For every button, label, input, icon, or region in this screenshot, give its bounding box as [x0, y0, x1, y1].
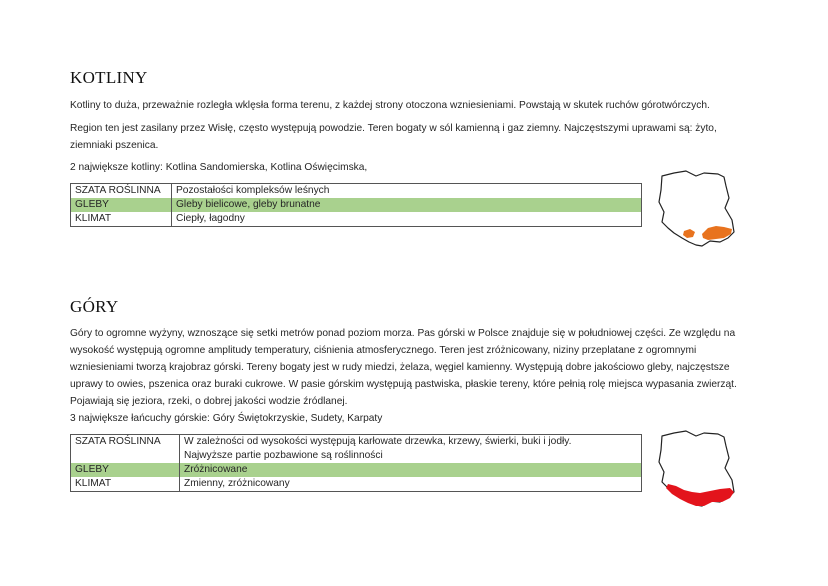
table-row — [71, 212, 642, 227]
kotliny-info-table — [70, 183, 642, 227]
row-label: KLIMAT — [71, 212, 172, 227]
row-value: Zmienny, zróżnicowany — [180, 477, 642, 492]
row-label: GLEBY — [71, 198, 172, 212]
gory-paragraph-1: Góry to ogromne wyżyny, wznoszące się setki metrów ponad poziom morza. Pas górski w Polsce znajduje się w południowej części. Ze względu na wysokość występują ogromne amplitudy temperatury, ciśnienia atmosferycznego. Teren jest zróżnicowany, niziny przeplatane z ogromnymi wzniesieniami tworzą krajobraz górski. Tereny bogaty jest w rudy miedzi, żelaza, węgiel kamienny. Występują dobre jakościowo gleby, najczęstsze uprawy to owies, pszenica oraz buraki cukrowe. W pasie górskim występują pastwiska, płaskie tereny, które pełnią rolę miejsca wypasania zwierząt. Pojawiają się jeziora, rzeki, o dobrej jakości wodzie źródlanej. — [70, 328, 737, 407]
row-label: SZATA ROŚLINNA — [71, 184, 172, 199]
kotliny-paragraph-2: Region ten jest zasilany przez Wisłę, często występują powodzie. Teren bogaty w sól kamienną i gaz ziemny. Najczęstszymi uprawami są: żyto, ziemniaki pszenica. — [70, 123, 717, 151]
row-value: Zróżnicowane — [180, 463, 642, 477]
poland-map-gory — [652, 428, 742, 512]
row-value: Ciepły, łagodny — [172, 212, 642, 227]
table-row — [71, 477, 642, 492]
gory-info-table — [70, 434, 642, 492]
row-label: KLIMAT — [71, 477, 180, 492]
section-title-gory: GÓRY — [70, 297, 119, 316]
kotliny-paragraph-3: 2 największe kotliny: Kotlina Sandomierska, Kotlina Oświęcimska, — [70, 162, 368, 173]
row-label: GLEBY — [71, 463, 180, 477]
row-label: SZATA ROŚLINNA — [71, 435, 180, 464]
table-row — [71, 184, 642, 199]
row-value: W zależności od wysokości występują karłowate drzewka, krzewy, świerki, buki i jodły. Najwyższe partie pozbawione są roślinności — [180, 435, 642, 464]
kotliny-paragraph-1: Kotliny to duża, przeważnie rozległa wklęsła forma terenu, z każdej strony otoczona wzniesieniami. Powstają w skutek ruchów górotwórczych. — [70, 100, 710, 111]
table-row — [71, 463, 642, 477]
row-value: Pozostałości kompleksów leśnych — [172, 184, 642, 199]
table-row — [71, 198, 642, 212]
table-row — [71, 435, 642, 464]
row-value: Gleby bielicowe, gleby brunatne — [172, 198, 642, 212]
gory-paragraph-2: 3 największe łańcuchy górskie: Góry Świętokrzyskie, Sudety, Karpaty — [70, 413, 383, 424]
section-title-kotliny: KOTLINY — [70, 68, 148, 87]
poland-map-kotliny — [652, 168, 742, 252]
